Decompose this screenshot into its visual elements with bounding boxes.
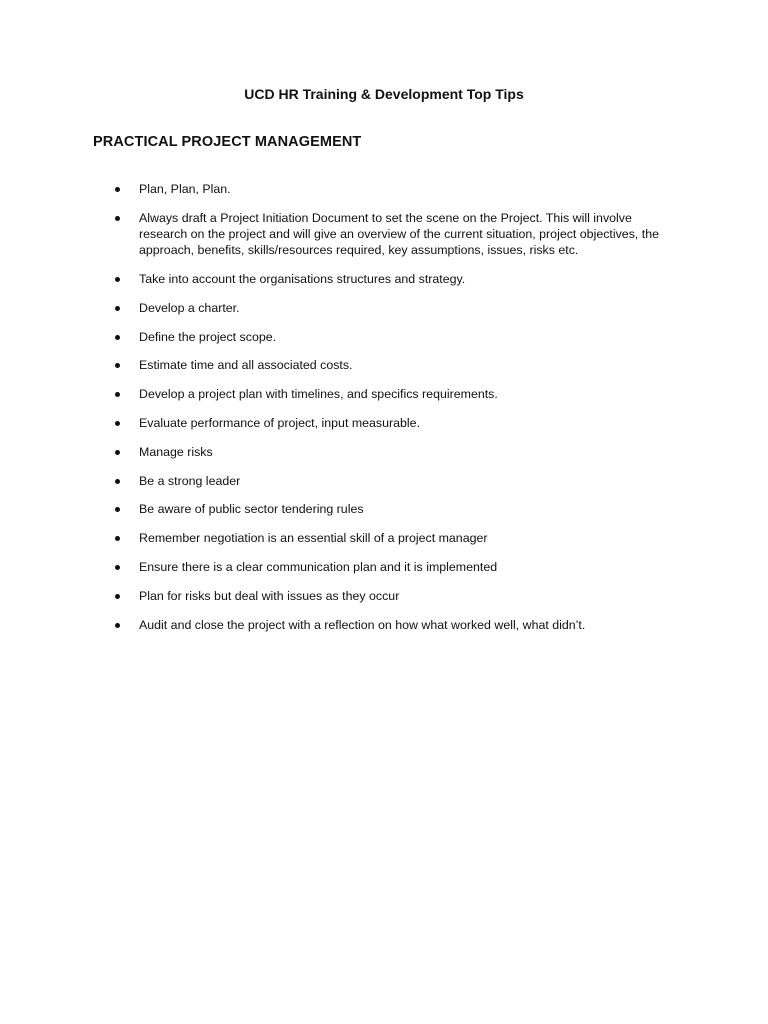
list-item	[0, 501, 669, 517]
tip-text: Estimate time and all associated costs.	[139, 358, 353, 373]
tip-text: Audit and close the project with a reflection on how what worked well, what didn’t.	[139, 617, 586, 632]
list-item	[0, 473, 669, 489]
bullet-icon	[115, 450, 120, 455]
tip-text: Develop a project plan with timelines, and specifics requirements.	[139, 387, 498, 402]
bullet-icon	[115, 536, 120, 541]
tip-text: Be aware of public sector tendering rules	[139, 502, 364, 517]
list-item	[0, 444, 669, 460]
bullet-icon	[115, 216, 120, 221]
bullet-icon	[115, 479, 120, 484]
bullet-icon	[115, 306, 120, 311]
bullet-icon	[115, 623, 120, 628]
section-heading: PRACTICAL PROJECT MANAGEMENT	[93, 134, 362, 150]
bullet-icon	[115, 594, 120, 599]
tip-text: Always draft a Project Initiation Document to set the scene on the Project. This will involve research on the project and will give an overview of the current situation, project objectives, the approach, benefits, skills/resources required, key assumptions, issues, risks etc.	[139, 210, 659, 258]
tip-text: Remember negotiation is an essential skill of a project manager	[139, 531, 488, 546]
document-title: UCD HR Training & Development Top Tips	[244, 86, 524, 102]
list-item	[0, 329, 669, 345]
list-item	[0, 559, 669, 575]
bullet-icon	[115, 335, 120, 340]
tip-text: Define the project scope.	[139, 329, 277, 344]
bullet-icon	[115, 187, 120, 192]
bullet-icon	[115, 392, 120, 397]
tip-text: Manage risks	[139, 444, 213, 459]
tip-text: Take into account the organisations structures and strategy.	[139, 272, 466, 286]
tip-text: Evaluate performance of project, input measurable.	[139, 415, 421, 430]
list-item	[0, 415, 669, 431]
tip-text: Plan, Plan, Plan.	[139, 182, 231, 196]
tip-text: Plan for risks but deal with issues as they occur	[139, 588, 400, 603]
bullet-icon	[115, 421, 120, 426]
tips-list	[0, 181, 768, 645]
tip-text: Develop a charter.	[139, 300, 240, 315]
bullet-icon	[115, 507, 120, 512]
list-item	[0, 386, 669, 402]
list-item	[0, 530, 669, 546]
bullet-icon	[115, 363, 120, 368]
tip-text: Be a strong leader	[139, 473, 241, 488]
bullet-icon	[115, 277, 120, 282]
list-item	[0, 588, 669, 604]
list-item	[0, 617, 669, 633]
list-item	[0, 357, 669, 373]
tip-text: Ensure there is a clear communication plan and it is implemented	[139, 559, 498, 574]
list-item	[0, 210, 669, 259]
list-item	[0, 271, 669, 287]
list-item	[0, 181, 669, 197]
bullet-icon	[115, 565, 120, 570]
list-item	[0, 300, 669, 316]
